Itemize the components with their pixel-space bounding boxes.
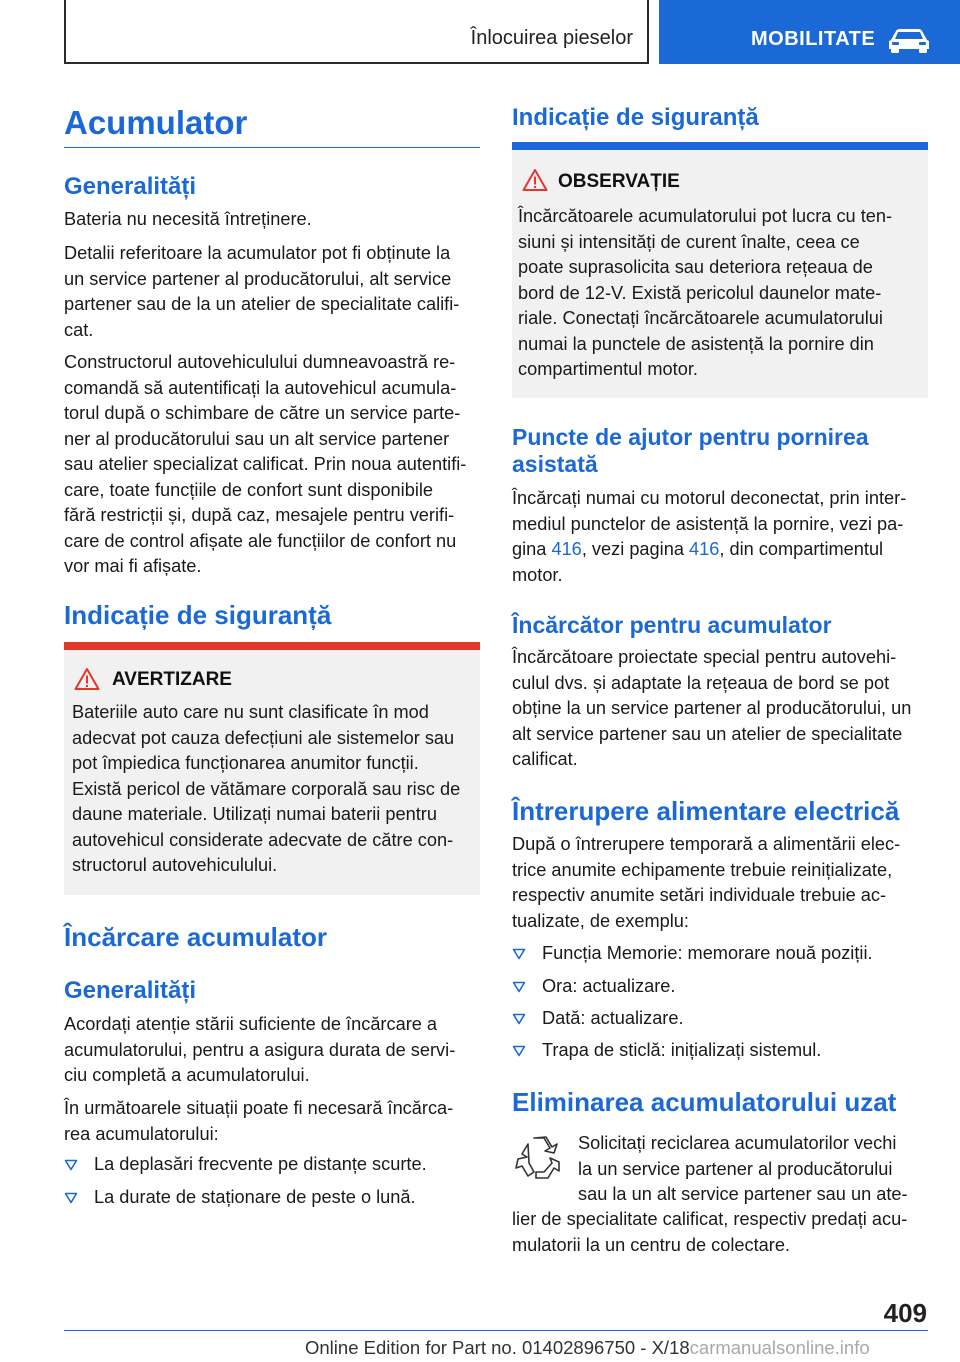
warning-box-bar [64,642,480,650]
paragraph-charge-situations: În următoarele situații poate fi necesară încărca- rea acumulatorului: [64,1098,454,1144]
bullet-triangle-icon [512,1013,526,1025]
paragraph-maintenance: Bateria nu necesită întreținere. [64,209,312,229]
paragraph-charger: Încărcătoare proiectate special pentru autovehi- culul dvs. și adaptate la rețeaua de bord se pot obține la un service partener al producătorului, un alt service partener sau un atelier de specialitate calificat. [512,647,912,769]
warning-triangle-icon [522,168,548,192]
notice-box-text: Încărcătoarele acumulatorului pot lucra cu ten- siuni și intensități de curent înalte, ceea ce poate suprasolicita sau deteriora rețeaua de bord de 12-V. Există pericolul daunelor mate- riale. Conectați încărcătoarele acumulatorului numai la punctele de asistență la pornire din compartimentul motor. [518,206,893,379]
heading-disposal: Eliminarea acumulatorului uzat [512,1087,897,1117]
title-rule [64,147,480,148]
page-link-416[interactable]: 416 [551,539,582,559]
bullet-triangle-icon [64,1159,78,1171]
warning-box [64,642,480,895]
heading-jump-start: Puncte de ajutor pentru pornirea asistată [512,424,869,477]
paragraph-details: Detalii referitoare la acumulator pot fi obținute la un service partener al producătorului, alt service partener sau de la un atelier de specialitate califi- cat. [64,243,460,340]
page-title: Acumulator [64,104,248,141]
paragraph-charge-state: Acordați atenție stării suficiente de încărcare a acumulatorului, pentru a asigura durata de servi- ciu completă a acumulatorului. [64,1014,456,1085]
page-link-416[interactable]: 416 [688,539,720,559]
car-icon [885,26,933,54]
footer-rule [64,1330,928,1331]
paragraph-power-interruption: După o întrerupere temporară a alimentării elec- trice anumite echipamente trebuie reinițializate, respectiv anumite setări individuale trebuie ac- tualizate, de exemplu: [512,834,901,931]
watermark: carmanualsonline.info [689,1337,870,1358]
heading-charger: Încărcător pentru acumulator [512,612,832,638]
heading-power-interruption: Întrerupere alimentare electrică [512,796,900,826]
bullet-triangle-icon [512,1045,526,1057]
page-number: 409 [883,1298,927,1328]
warning-box-text: Bateriile auto care nu sunt clasificate în mod adecvat pot cauza defecțiuni ale sistemelor sau pot împiedica funcționarea anumitor funcții. Există pericol de vătămare corporală sau risc de daune materiale. Utilizați numai baterii pentru autovehicul considerate adecvate de către con- structorul autovehiculului. [72,702,461,875]
bullet-triangle-icon [512,981,526,993]
recycling-icon [514,1132,566,1184]
chapter-title: MOBILITATE [751,28,876,50]
heading-safety-right: Indicație de siguranță [512,104,759,131]
bullet-triangle-icon [64,1192,78,1204]
heading-generalitati-2: Generalități [64,977,197,1004]
warning-box-title: AVERTIZARE [112,669,232,690]
heading-charging: Încărcare acumulator [64,922,328,952]
chapter-tab[interactable] [659,0,960,64]
bullet-triangle-icon [512,948,526,960]
page-header [64,0,960,64]
heading-safety: Indicație de siguranță [64,600,332,630]
notice-box-bar [512,142,928,150]
section-tab[interactable] [64,0,649,64]
paragraph-disposal-indented: Solicitați reciclarea acumulatorilor vechi la un service partener al producătorului sau la un alt service partener sau un ate- [578,1133,908,1204]
footer-edition: Online Edition for Part no. 01402896750 - X/18carmanualsonline.info [305,1337,870,1358]
notice-box-title: OBSERVAȚIE [558,171,680,192]
heading-generalitati: Generalități [64,173,197,200]
notice-box [512,142,928,398]
warning-triangle-icon [74,667,100,691]
section-title: Înlocuirea pieselor [470,27,633,49]
paragraph-disposal: lier de specialitate calificat, respectiv predați acu- mulatorii la un centru de colectare. [512,1209,908,1255]
paragraph-jump-start: Încărcați numai cu motorul deconectat, prin inter- mediul punctelor de asistență la pornire, vezi pa- gina 416, vezi pagina 416, din compartimentul motor. [512,488,907,585]
paragraph-authentication: Constructorul autovehiculului dumneavoastră re- comandă să autentificați la autovehicul acumula- torul după o schimbare de către un service parte- ner al producătorului sau un alt service partener sau atelier specializat calificat. Prin noua autentifi- care, toate funcțiile de confort sunt disponibile fără restricții și, după caz, mesajele pentru verifi- care de control afișate ale funcțiilor de confort nu vor mai fi afișate. [64,352,467,576]
